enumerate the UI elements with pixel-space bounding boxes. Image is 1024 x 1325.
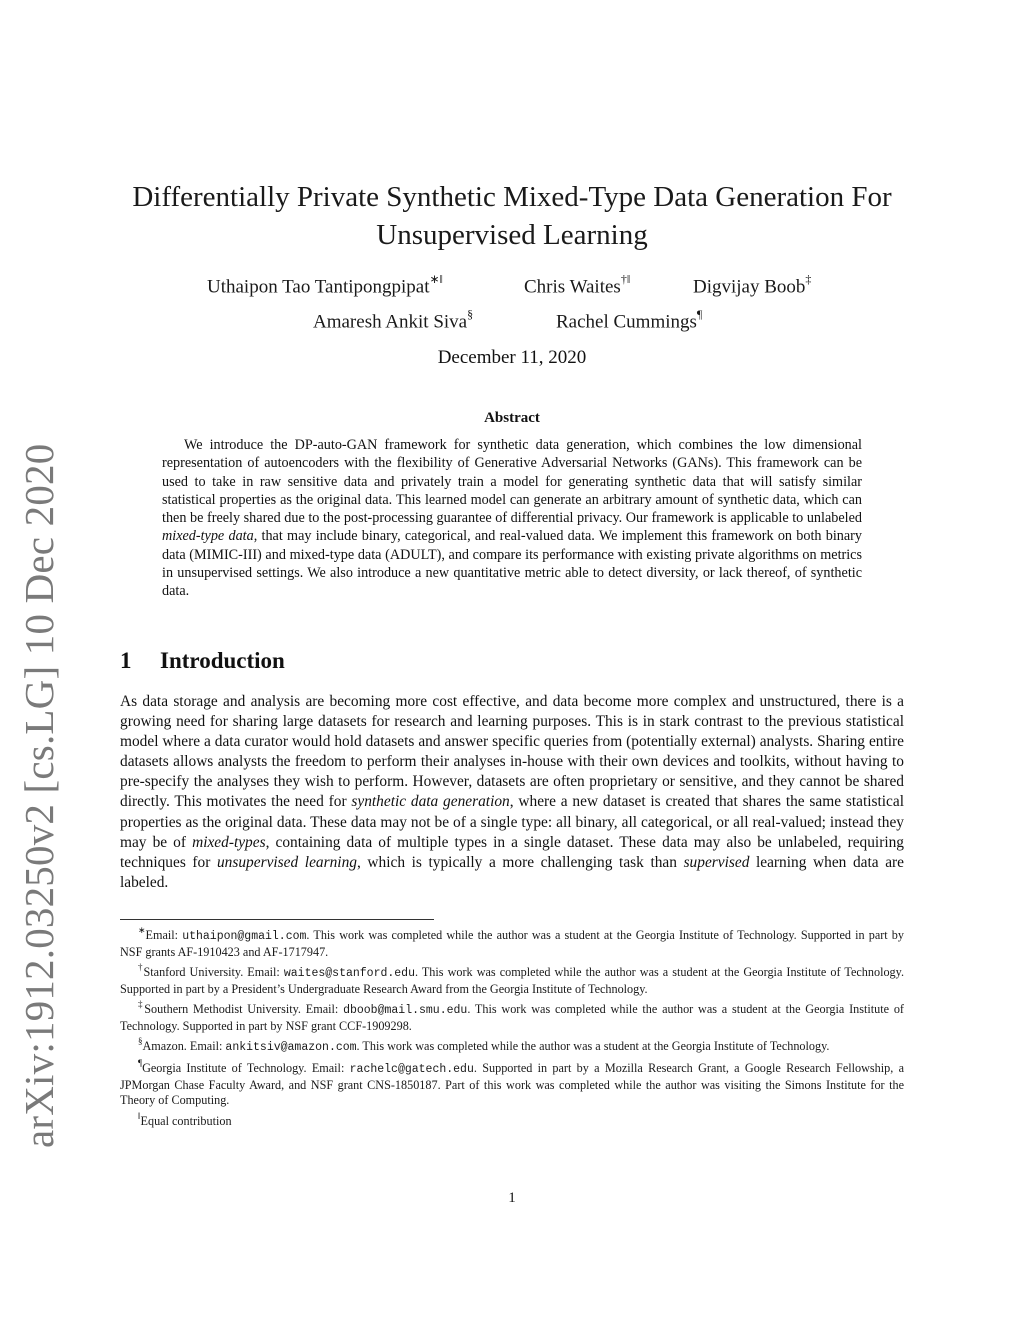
footnote-waites: †Stanford University. Email: waites@stanford.edu. This work was completed while the author was a student at the Georgia Institute of Technology. Supported in part by a President’s Undergraduate Research Award from the Georgia Institute of Technology. [120,962,905,997]
author-name: Rachel Cummings [556,311,697,333]
abstract-emphasis: mixed-type data [162,528,254,545]
footnote-cummings: ¶Georgia Institute of Technology. Email: rachelc@gatech.edu. Supported in part by a Mozilla Research Grant, a Google Research Fellowship, a JPMorgan Chase Faculty Award, and NSF grant CNS-1850187. Part of this work was completed while the author was visiting the Simons Institute for the Theory of Computing. [120,1057,904,1108]
emphasis-synthetic-data-generation: synthetic data generation [351,793,510,811]
arxiv-identifier-stamp: arXiv:1912.03250v2 [cs.LG] 10 Dec 2020 [16,443,62,1148]
section-title: Introduction [160,648,285,673]
email-link[interactable]: uthaipon@gmail.com [182,930,307,944]
paper-title-line-2: Unsupervised Learning [376,219,648,251]
abstract-text: We introduce the DP-auto-GAN framework for synthetic data generation, which combines the low dimensional representation of autoencoders with the flexibility of Generative Adversarial Networks (GANs). This framework can be used to take in raw sensitive data and privately train a model for generating synthetic data that will satisfy similar statistical properties as the original data. This learned model can generate an arbitrary amount of synthetic data, which can then be freely shared due to the post-processing guarantee of differential privacy. Our framework is applicable to unlabeled mixed-type data, that may include binary, categorical, and real-valued data. We implement this framework on both binary data (MIMIC-III) and mixed-type data (ADULT), and compare its performance with existing private algorithms on metrics in unsupervised settings. We also introduce a new quantitative metric able to detect diversity, or lack thereof, of synthetic data. [162,437,862,600]
author-affiliation-marks: § [467,307,474,321]
footnote-siva: §Amazon. Email: ankitsiv@amazon.com. This work was completed while the author was a student at the Georgia Institute of Technology. [138,1036,830,1055]
page-number: 1 [508,1190,516,1206]
paper-title [120,178,904,254]
introduction-paragraph: As data storage and analysis are becoming more cost effective, and data become more complex and unstructured, there is a growing need for sharing large datasets for research and learning purposes. This is in stark contrast to the previous statistical model where a data curator would hold datasets and answer specific queries from (potentially external) analysts. Sharing entire datasets allows analysts the freedom to perform their analyses in-house with their own devices and toolkits, without having to pre-specify the analyses they wish to perform. However, datasets are often proprietary or sensitive, and they cannot be shared directly. This motivates the need for synthetic data generation, where a new dataset is created that shares the same statistical properties as the original data. These data may not be of a single type: all binary, all categorical, or all real-valued; instead they may be of mixed-types, containing data of multiple types in a single dataset. These data may also be unlabeled, requiring techniques for unsupervised learning, which is typically a more challenging task than supervised learning when data are labeled. [120,693,905,891]
emphasis-mixed-types: mixed-types [192,833,266,851]
emphasis-supervised: supervised [683,853,750,871]
author-name: Digvijay Boob [693,276,806,298]
footnote-boob: ‡Southern Methodist University. Email: dboob@mail.smu.edu. This work was completed while the author was a student at the Georgia Institute of Technology. Supported in part by NSF grant CCF-1909298. [120,999,904,1034]
author-boob [693,274,811,298]
author-name: Chris Waites [524,276,621,298]
author-affiliation-marks: ‡ [805,272,812,286]
author-siva [313,309,473,333]
footnote-divider [120,919,434,920]
author-affiliation-marks: ¶ [696,307,703,321]
publication-date: December 11, 2020 [437,347,587,368]
author-waites [524,274,630,298]
section-number: 1 [120,648,132,673]
email-link[interactable]: dboob@mail.smu.edu [343,1004,468,1018]
author-affiliation-marks: †‖ [620,272,631,286]
emphasis-unsupervised-learning: unsupervised learning [216,853,357,871]
author-affiliation-marks: ∗‖ [429,272,443,286]
section-heading-introduction [120,648,285,674]
author-cummings [556,309,702,333]
email-link[interactable]: ankitsiv@amazon.com [225,1041,357,1055]
author-name: Uthaipon Tao Tantipongpipat [207,276,430,298]
footnote-equal-contribution: ‖Equal contribution [138,1110,232,1128]
email-link[interactable]: rachelc@gatech.edu [349,1062,474,1076]
author-tantipongpipat [207,274,443,298]
footnotes [120,924,904,1130]
footnote-tantipongpipat: ∗Email: uthaipon@gmail.com. This work was completed while the author was a student at the Georgia Institute of Technology. Supported in part by NSF grants AF-1910423 and AF-1717947. [120,925,904,959]
abstract-heading: Abstract [484,410,540,426]
author-name: Amaresh Ankit Siva [313,311,468,333]
paper-title-line-1: Differentially Private Synthetic Mixed-Type Data Generation For [132,181,892,213]
email-link[interactable]: waites@stanford.edu [283,967,415,981]
